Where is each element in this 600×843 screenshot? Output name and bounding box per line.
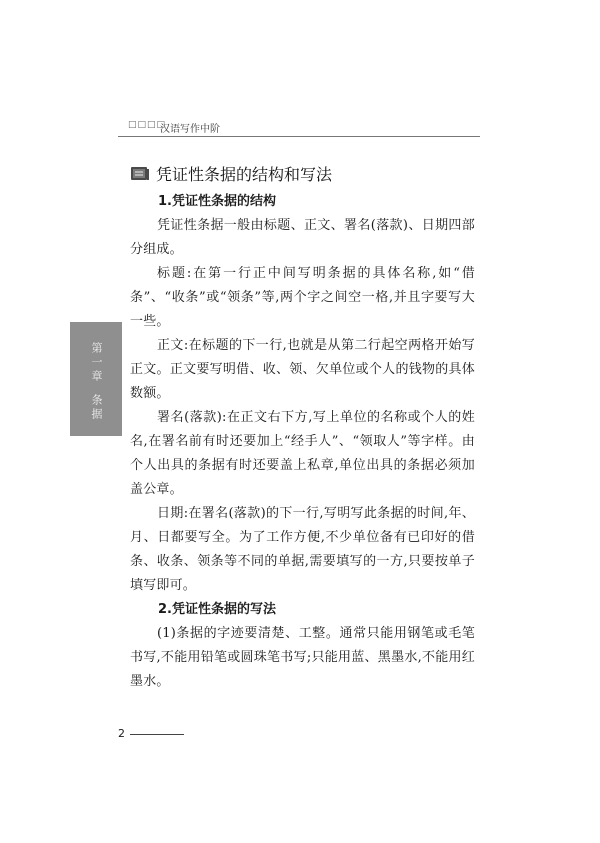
paragraph: 标题:在第一行正中间写明条据的具体名称,如“借条”、“收条”或“领条”等,两个字之间空一格,并且字要写大一些。 [130, 266, 475, 329]
paragraph: (1)条据的字迹要清楚、工整。通常只能用钢笔或毛笔书写,不能用铅笔或圆珠笔书写;只能用蓝、黑墨水,不能用红墨水。 [130, 626, 475, 689]
section-title: 凭证性条据的结构和写法 [156, 164, 333, 184]
side-tab-chapter: 第一章 [90, 342, 103, 384]
page-number: 2 [118, 727, 125, 740]
section-heading [130, 162, 332, 184]
paragraph: 日期:在署名(落款)的下一行,写明写此条据的时间,年、月、日都要写全。为了工作方便,不少单位备有已印好的借条、收条、领条等不同的单据,需要填写的一方,只要按单子填写即可。 [130, 506, 475, 593]
header-book-title: 汉语写作中阶 [160, 124, 220, 135]
running-header [118, 118, 480, 137]
paragraph: 正文:在标题的下一行,也就是从第二行起空两格开始写正文。正文要写明借、收、领、欠单位或个人的钱物的具体数额。 [130, 338, 475, 401]
footer-rule [130, 734, 184, 735]
body-content [130, 190, 475, 694]
book-icon [130, 165, 150, 182]
chapter-side-tab [70, 322, 122, 436]
paragraph: 署名(落款):在正文右下方,写上单位的名称或个人的姓名,在署名前有时还要加上“经手人”、“领取人”等字样。由个人出具的条据有时还要盖上私章,单位出具的条据必须加盖公章。 [130, 410, 475, 497]
subsection-heading-1: 1.凭证性条据的结构 [158, 194, 276, 209]
header-placeholder-boxes: □□□□ [128, 120, 167, 130]
paragraph: 凭证性条据一般由标题、正文、署名(落款)、日期四部分组成。 [130, 218, 475, 257]
subsection-heading-2: 2.凭证性条据的写法 [158, 602, 276, 617]
side-tab-topic: 条据 [90, 394, 103, 422]
